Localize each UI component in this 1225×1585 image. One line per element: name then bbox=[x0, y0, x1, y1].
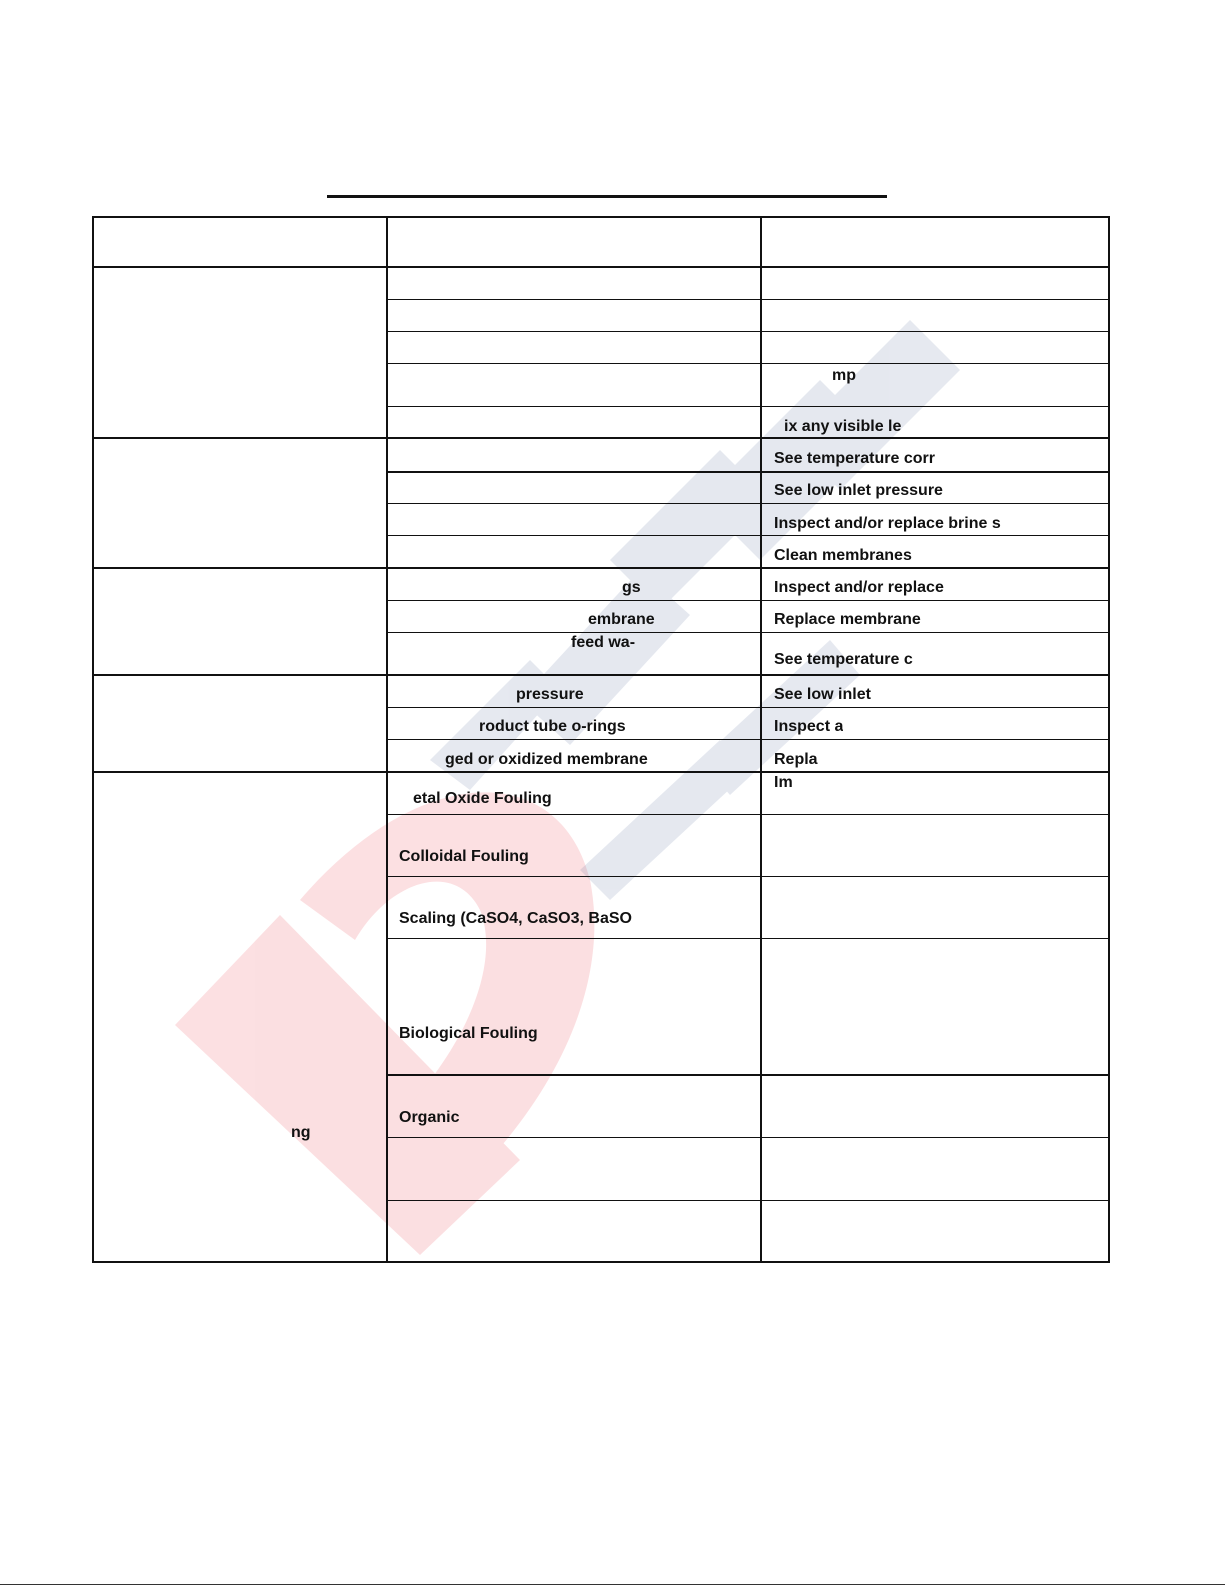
problem-cell: ng bbox=[291, 1124, 311, 1141]
row-divider bbox=[93, 771, 1109, 773]
row-divider bbox=[387, 632, 1109, 633]
row-divider bbox=[387, 331, 1109, 332]
solution-cell: Repla bbox=[774, 751, 818, 768]
solution-cell: Replace membrane bbox=[774, 611, 921, 628]
row-divider bbox=[387, 406, 1109, 407]
solution-cell: Clean membranes bbox=[774, 547, 912, 564]
cause-cell: Biological Fouling bbox=[399, 1025, 538, 1042]
row-divider bbox=[387, 471, 1109, 473]
solution-cell: ix any visible le bbox=[784, 418, 902, 435]
solution-cell: Im bbox=[774, 774, 793, 791]
row-divider bbox=[387, 876, 1109, 877]
row-divider bbox=[93, 567, 1109, 569]
cause-cell: Scaling (CaSO4, CaSO3, BaSO bbox=[399, 910, 632, 927]
row-divider bbox=[387, 938, 1109, 939]
solution-cell: Inspect and/or replace brine s bbox=[774, 515, 1001, 532]
cause-cell: pressure bbox=[516, 686, 584, 703]
cause-cell: feed wa- bbox=[571, 634, 636, 651]
row-divider bbox=[93, 674, 1109, 676]
solution-cell: Inspect a bbox=[774, 718, 844, 735]
row-divider bbox=[387, 707, 1109, 708]
row-divider bbox=[387, 1074, 1109, 1076]
solution-cell: See low inlet pressure bbox=[774, 482, 943, 499]
solution-cell: Inspect and/or replace bbox=[774, 579, 944, 596]
cause-cell: gs bbox=[622, 579, 641, 596]
cause-cell: embrane bbox=[588, 611, 655, 628]
row-divider bbox=[93, 266, 1109, 268]
cause-cell: roduct tube o-rings bbox=[479, 718, 626, 735]
row-divider bbox=[387, 1137, 1109, 1138]
row-divider bbox=[387, 739, 1109, 740]
row-divider bbox=[387, 814, 1109, 815]
solution-cell: See temperature corr bbox=[774, 450, 935, 467]
row-divider bbox=[387, 363, 1109, 364]
row-divider bbox=[387, 299, 1109, 300]
row-divider bbox=[387, 1200, 1109, 1201]
solution-cell: mp bbox=[832, 367, 856, 384]
solution-cell: See low inlet bbox=[774, 686, 871, 703]
cause-cell: ged or oxidized membrane bbox=[445, 751, 648, 768]
row-divider bbox=[387, 503, 1109, 504]
cause-cell: Colloidal Fouling bbox=[399, 848, 529, 865]
row-divider bbox=[387, 535, 1109, 536]
row-divider bbox=[387, 600, 1109, 601]
row-divider bbox=[93, 437, 1109, 439]
cause-cell: Organic bbox=[399, 1109, 460, 1126]
solution-cell: See temperature c bbox=[774, 651, 913, 668]
cause-cell: etal Oxide Fouling bbox=[413, 790, 552, 807]
